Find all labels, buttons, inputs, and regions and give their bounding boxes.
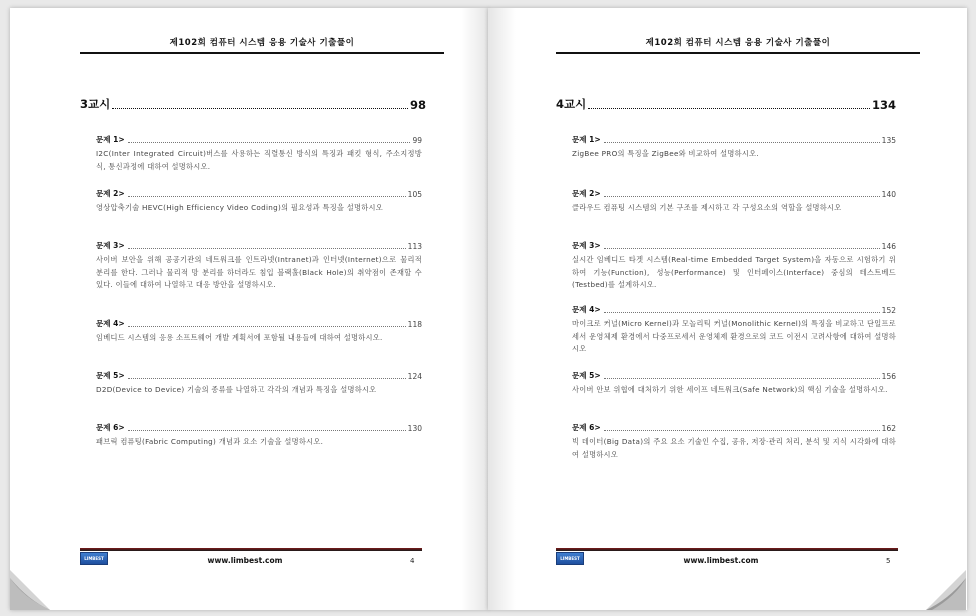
problem-text: D2D(Device to Device) 기술의 종류를 나열하고 각각의 개념과 특징을 설명하시오 — [96, 385, 377, 394]
problem-page: 135 — [881, 136, 896, 145]
limbest-logo: LIMBEST — [80, 552, 108, 565]
problem-item[interactable] — [572, 240, 896, 292]
page-curl-next-icon[interactable] — [926, 570, 966, 610]
section-page: 134 — [871, 98, 896, 112]
problem-text: I2C(Inter Integrated Circuit)버스를 사용하는 직렬통신 방식의 특징과 패킷 형식, 주소지정방식, 통신과정에 대하여 설명하시오. — [96, 149, 422, 171]
page-header: 제102회 컴퓨터 시스템 응용 기술사 기출풀이 — [169, 38, 355, 48]
problem-page: 113 — [407, 242, 422, 251]
problem-page: 146 — [881, 242, 896, 251]
leader-dots — [604, 311, 880, 313]
leader-dots — [604, 377, 880, 379]
problem-label: 문제 5> — [572, 371, 601, 380]
problem-page: 156 — [881, 372, 896, 381]
problem-page: 105 — [407, 190, 422, 199]
problem-item[interactable] — [572, 188, 896, 215]
right-page — [488, 8, 967, 610]
problem-page: 162 — [881, 424, 896, 433]
footer-rule — [80, 548, 422, 551]
leader-dots — [112, 107, 408, 109]
problem-item[interactable] — [96, 134, 422, 173]
problem-label: 문제 4> — [96, 319, 125, 328]
problem-label: 문제 2> — [572, 189, 601, 198]
leader-dots — [128, 247, 406, 249]
leader-dots — [128, 377, 406, 379]
problem-label: 문제 6> — [572, 423, 601, 432]
problem-page: 118 — [407, 320, 422, 329]
page-header: 제102회 컴퓨터 시스템 응용 기술사 기출풀이 — [645, 38, 831, 48]
problem-item[interactable] — [572, 304, 896, 356]
footer-site[interactable]: www.limbest.com — [207, 556, 283, 565]
left-page — [10, 8, 489, 610]
problem-text: 패브릭 컴퓨팅(Fabric Computing) 개념과 요소 기술을 설명하시오. — [96, 437, 324, 446]
section-heading[interactable] — [556, 96, 896, 112]
problem-item[interactable] — [96, 188, 422, 215]
problem-page: 152 — [881, 306, 896, 315]
problem-item[interactable] — [96, 240, 422, 292]
problem-text: 빅 데이터(Big Data)의 주요 요소 기술인 수집, 공유, 저장·관리 처리, 분석 및 지식 시각화에 대하여 설명하시오 — [572, 437, 896, 459]
leader-dots — [604, 141, 880, 143]
section-page: 98 — [409, 98, 426, 112]
problem-text: 마이크로 커널(Micro Kernel)과 모놀리틱 커널(Monolithic Kernel)의 특징을 비교하고 단일프로세서 운영체제 환경에서 다중프로세서 운영체제 환경으로의 코드 이전시 고려사항에 대하여 설명하시오 — [572, 319, 896, 354]
problem-item[interactable] — [572, 370, 896, 397]
page-number: 4 — [410, 557, 415, 565]
page-number: 5 — [886, 557, 891, 565]
problem-label: 문제 3> — [96, 241, 125, 250]
leader-dots — [128, 141, 411, 143]
problem-item[interactable] — [96, 318, 422, 345]
problem-text: 클라우드 컴퓨팅 시스템의 기본 구조를 제시하고 각 구성요소의 역할을 설명하시오 — [572, 203, 842, 212]
header-rule — [556, 52, 920, 54]
problem-label: 문제 3> — [572, 241, 601, 250]
problem-label: 문제 6> — [96, 423, 125, 432]
footer-site[interactable]: www.limbest.com — [683, 556, 759, 565]
problem-item[interactable] — [572, 134, 896, 161]
leader-dots — [128, 195, 406, 197]
problem-item[interactable] — [96, 422, 422, 449]
problem-page: 124 — [407, 372, 422, 381]
problem-label: 문제 4> — [572, 305, 601, 314]
section-title: 3교시 — [80, 97, 111, 111]
problem-text: 영상압축기술 HEVC(High Efficiency Video Coding)의 필요성과 특징을 설명하시오 — [96, 203, 383, 212]
leader-dots — [588, 107, 870, 109]
leader-dots — [604, 429, 880, 431]
page-curl-prev-icon[interactable] — [10, 570, 50, 610]
problem-label: 문제 1> — [572, 135, 601, 144]
problem-text: ZigBee PRO의 특징을 ZigBee와 비교하여 설명하시오. — [572, 149, 759, 158]
problem-item[interactable] — [572, 422, 896, 461]
problem-label: 문제 5> — [96, 371, 125, 380]
problem-item[interactable] — [96, 370, 422, 397]
problem-label: 문제 2> — [96, 189, 125, 198]
problem-text: 사이버 보안을 위해 공공기관의 네트워크를 인트라넷(Intranet)과 인터넷(Internet)으로 물리적 분리를 한다. 그러나 물리적 망 분리를 하더라도 침입 블랙홀(Black Hole)의 취약점이 존재할 수 있다. 이들에 대하여 나열하고 대응 방안을 설명하시오. — [96, 255, 422, 290]
section-heading[interactable] — [80, 96, 426, 112]
problem-page: 140 — [881, 190, 896, 199]
limbest-logo: LIMBEST — [556, 552, 584, 565]
header-rule — [80, 52, 444, 54]
leader-dots — [604, 195, 880, 197]
section-title: 4교시 — [556, 97, 587, 111]
problem-text: 실시간 임베디드 타겟 시스템(Real-time Embedded Target System)을 자동으로 시험하기 위하여 기능(Function), 성능(Performance) 및 인터페이스(Interface) 중심의 테스트베드(Testbed)를 설계하시오. — [572, 255, 896, 290]
leader-dots — [604, 247, 880, 249]
problem-page: 130 — [407, 424, 422, 433]
problem-label: 문제 1> — [96, 135, 125, 144]
problem-page: 99 — [412, 136, 422, 145]
footer-rule — [556, 548, 898, 551]
problem-text: 사이버 안보 위협에 대처하기 위한 세이프 네트워크(Safe Network)의 핵심 기술을 설명하시오. — [572, 385, 888, 394]
problem-text: 임베디드 시스템의 응용 소프트웨어 개발 계획서에 포함될 내용들에 대하여 설명하시오. — [96, 333, 383, 342]
leader-dots — [128, 325, 406, 327]
leader-dots — [128, 429, 406, 431]
